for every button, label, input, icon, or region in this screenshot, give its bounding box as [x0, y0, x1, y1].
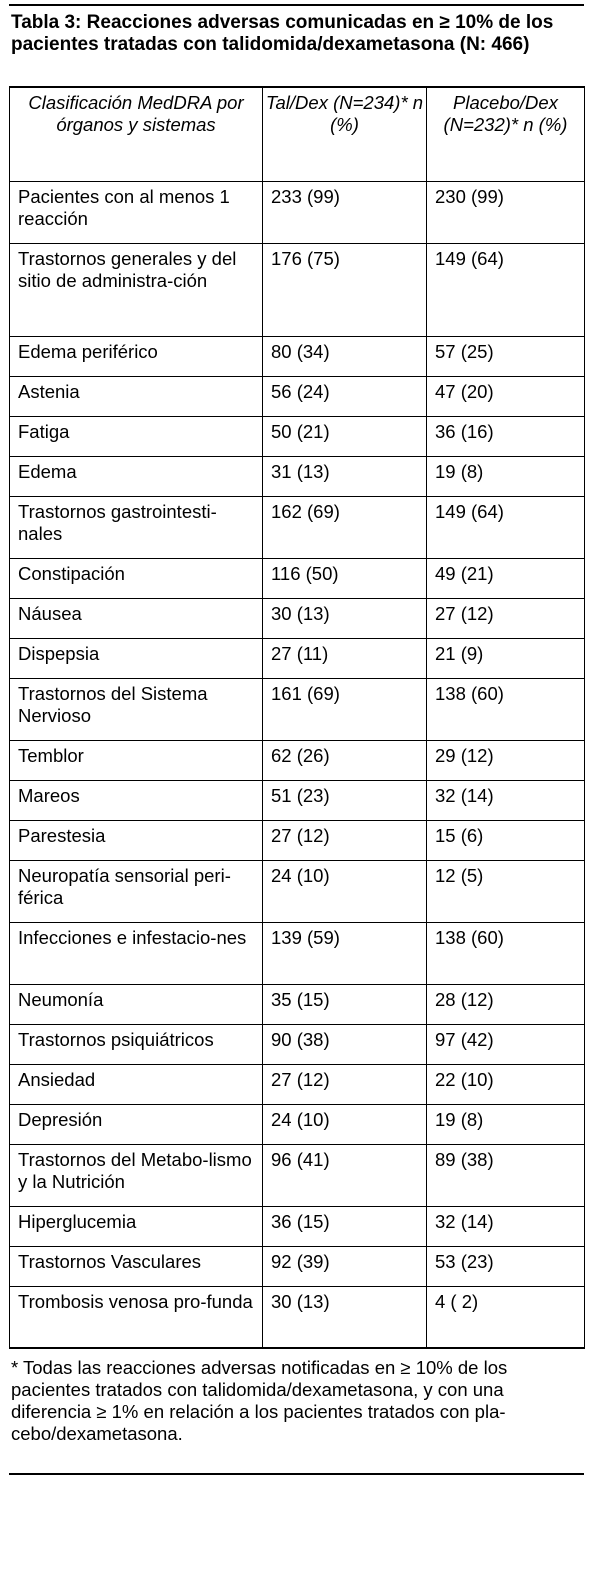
row-label-cell: Temblor: [10, 740, 263, 780]
placebo-dex-cell: 97 (42): [427, 1024, 585, 1064]
placebo-dex-cell: 4 ( 2): [427, 1286, 585, 1348]
row-label-cell: Trombosis venosa pro-funda: [10, 1286, 263, 1348]
table-row: [10, 598, 585, 638]
table-row: [10, 1246, 585, 1286]
table-row: [10, 922, 585, 984]
adverse-reactions-table: [9, 86, 585, 1349]
header-placebo-dex: Placebo/Dex (N=232)* n (%): [427, 87, 585, 181]
document-page: [9, 0, 584, 1475]
row-label-cell: Edema: [10, 456, 263, 496]
table-row: [10, 181, 585, 243]
placebo-dex-cell: 89 (38): [427, 1144, 585, 1206]
placebo-dex-cell: 149 (64): [427, 496, 585, 558]
tal-dex-cell: 161 (69): [263, 678, 427, 740]
table-footnote: * Todas las reacciones adversas notificadas en ≥ 10% de los pacientes tratados con talidomida/dexametasona, y con una diferencia ≥ 1% en relación a los pacientes tratados con pla-cebo/dexametasona.: [11, 1357, 508, 1444]
row-label-cell: Hiperglucemia: [10, 1206, 263, 1246]
table-row: [10, 820, 585, 860]
placebo-dex-cell: 57 (25): [427, 336, 585, 376]
row-label-cell: Pacientes con al menos 1 reacción: [10, 181, 263, 243]
placebo-dex-cell: 53 (23): [427, 1246, 585, 1286]
table-row: [10, 1286, 585, 1348]
table-header-row: [10, 87, 585, 181]
row-label-cell: Fatiga: [10, 416, 263, 456]
placebo-dex-cell: 28 (12): [427, 984, 585, 1024]
placebo-dex-cell: 15 (6): [427, 820, 585, 860]
placebo-dex-cell: 21 (9): [427, 638, 585, 678]
row-label-cell: Parestesia: [10, 820, 263, 860]
table-row: [10, 456, 585, 496]
table-row: [10, 1206, 585, 1246]
table-row: [10, 336, 585, 376]
row-label-cell: Edema periférico: [10, 336, 263, 376]
placebo-dex-cell: 36 (16): [427, 416, 585, 456]
tal-dex-cell: 56 (24): [263, 376, 427, 416]
table-row: [10, 1144, 585, 1206]
placebo-dex-cell: 32 (14): [427, 1206, 585, 1246]
tal-dex-cell: 62 (26): [263, 740, 427, 780]
row-label-cell: Trastornos gastrointesti-nales: [10, 496, 263, 558]
table-row: [10, 558, 585, 598]
placebo-dex-cell: 138 (60): [427, 678, 585, 740]
placebo-dex-cell: 230 (99): [427, 181, 585, 243]
row-label-cell: Infecciones e infestacio-nes: [10, 922, 263, 984]
tal-dex-cell: 27 (11): [263, 638, 427, 678]
row-label-cell: Trastornos Vasculares: [10, 1246, 263, 1286]
table-row: [10, 1064, 585, 1104]
placebo-dex-cell: 22 (10): [427, 1064, 585, 1104]
table-row: [10, 678, 585, 740]
tal-dex-cell: 51 (23): [263, 780, 427, 820]
tal-dex-cell: 233 (99): [263, 181, 427, 243]
placebo-dex-cell: 29 (12): [427, 740, 585, 780]
tal-dex-cell: 92 (39): [263, 1246, 427, 1286]
table-row: [10, 1104, 585, 1144]
table-row: [10, 496, 585, 558]
table-row: [10, 1024, 585, 1064]
placebo-dex-cell: 27 (12): [427, 598, 585, 638]
table-row: [10, 243, 585, 336]
table-row: [10, 780, 585, 820]
tal-dex-cell: 90 (38): [263, 1024, 427, 1064]
placebo-dex-cell: 149 (64): [427, 243, 585, 336]
row-label-cell: Trastornos del Sistema Nervioso: [10, 678, 263, 740]
tal-dex-cell: 30 (13): [263, 598, 427, 638]
table-row: [10, 416, 585, 456]
tal-dex-cell: 176 (75): [263, 243, 427, 336]
row-label-cell: Neumonía: [10, 984, 263, 1024]
tal-dex-cell: 139 (59): [263, 922, 427, 984]
placebo-dex-cell: 32 (14): [427, 780, 585, 820]
row-label-cell: Neuropatía sensorial peri-férica: [10, 860, 263, 922]
table-title: Tabla 3: Reacciones adversas comunicadas en ≥ 10% de los pacientes tratadas con talidomida/dexametasona (N: 466): [11, 12, 554, 55]
tal-dex-cell: 36 (15): [263, 1206, 427, 1246]
tal-dex-cell: 35 (15): [263, 984, 427, 1024]
tal-dex-cell: 24 (10): [263, 1104, 427, 1144]
row-label-cell: Trastornos psiquiátricos: [10, 1024, 263, 1064]
row-label-cell: Trastornos del Metabo-lismo y la Nutrición: [10, 1144, 263, 1206]
row-label-cell: Mareos: [10, 780, 263, 820]
tal-dex-cell: 50 (21): [263, 416, 427, 456]
tal-dex-cell: 30 (13): [263, 1286, 427, 1348]
tal-dex-cell: 80 (34): [263, 336, 427, 376]
row-label-cell: Dispepsia: [10, 638, 263, 678]
table-row: [10, 740, 585, 780]
tal-dex-cell: 24 (10): [263, 860, 427, 922]
bottom-rule: [9, 1473, 584, 1475]
table-row: [10, 984, 585, 1024]
placebo-dex-cell: 19 (8): [427, 456, 585, 496]
header-tal-dex: Tal/Dex (N=234)* n (%): [263, 87, 427, 181]
tal-dex-cell: 27 (12): [263, 1064, 427, 1104]
placebo-dex-cell: 138 (60): [427, 922, 585, 984]
table-row: [10, 376, 585, 416]
placebo-dex-cell: 49 (21): [427, 558, 585, 598]
placebo-dex-cell: 12 (5): [427, 860, 585, 922]
table-row: [10, 638, 585, 678]
tal-dex-cell: 162 (69): [263, 496, 427, 558]
tal-dex-cell: 96 (41): [263, 1144, 427, 1206]
row-label-cell: Náusea: [10, 598, 263, 638]
tal-dex-cell: 31 (13): [263, 456, 427, 496]
table-row: [10, 860, 585, 922]
tal-dex-cell: 27 (12): [263, 820, 427, 860]
header-classification: Clasificación MedDRA por órganos y sistemas: [10, 87, 263, 181]
tal-dex-cell: 116 (50): [263, 558, 427, 598]
row-label-cell: Ansiedad: [10, 1064, 263, 1104]
row-label-cell: Astenia: [10, 376, 263, 416]
placebo-dex-cell: 19 (8): [427, 1104, 585, 1144]
placebo-dex-cell: 47 (20): [427, 376, 585, 416]
row-label-cell: Constipación: [10, 558, 263, 598]
row-label-cell: Trastornos generales y del sitio de administra-ción: [10, 243, 263, 336]
row-label-cell: Depresión: [10, 1104, 263, 1144]
